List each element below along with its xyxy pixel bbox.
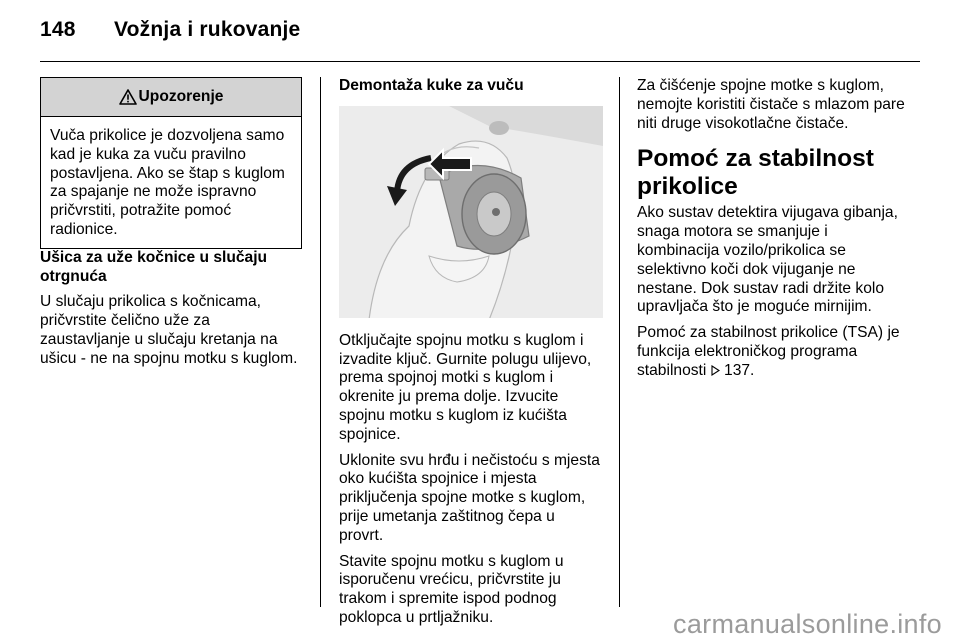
warning-header xyxy=(41,78,301,117)
tow-bar-removal-illustration xyxy=(339,106,603,318)
section-title-tsa: Pomoć za stabilnost prikolice xyxy=(637,145,874,201)
warning-triangle-icon xyxy=(119,89,137,105)
column-divider xyxy=(619,77,620,607)
paragraph-tsa-function: Ako sustav detektira vijugava gibanja, snaga motora se smanjuje i kombinacija vozilo/prikolica se selektivno koči dok vijuganje ne nestane. Dok sustav radi držite kolo upravljača što je moguće mirnijim. xyxy=(637,204,898,316)
subheading-tow-bar-removal: Demontaža kuke za vuču xyxy=(339,77,524,94)
paragraph-tsa-esp-text: Pomoć za stabilnost prikolice (TSA) je funkcija elektroničkog programa stabilnosti xyxy=(637,324,900,379)
column-middle xyxy=(339,77,603,635)
paragraph-store: Stavite spojnu motku s kuglom u isporučenu vrećicu, pričvrstite ju trakom i spremite ispod podnog poklopca u prtljažniku. xyxy=(339,552,564,626)
paragraph-unlock: Otključajte spojnu motku s kuglom i izvadite ključ. Gurnite polugu ulijevo, prema spojnoj motki s kuglom i okrenite ju prema dolje. Izvucite spojnu motku s kuglom iz kućišta spojnice. xyxy=(339,331,592,443)
page-reference-link[interactable]: 137. xyxy=(724,361,755,379)
column-right xyxy=(637,77,907,388)
page-header xyxy=(40,18,300,42)
page-reference-arrow-icon xyxy=(711,365,720,376)
page-title: Vožnja i rukovanje xyxy=(114,18,301,41)
warning-body: Vuča prikolice je dozvoljena samo kad je kuka za vuču pravilno postavljena. Ako se štap s kuglom za spajanje ne može ispravno pričvrstiti, potražite pomoć radionice. xyxy=(50,127,285,238)
paragraph-cleaning-note: Za čišćenje spojne motke s kuglom, nemojte koristiti čistače s mlazom pare niti druge visokotlačne čistače. xyxy=(637,77,905,132)
watermark: carmanualsonline.info xyxy=(673,609,942,639)
header-rule xyxy=(40,61,920,62)
warning-box xyxy=(40,77,302,249)
paragraph-brake-eye: U slučaju prikolica s kočnicama, pričvrstite čelično uže za zaustavljanje u slučaju kretanja na ušicu - ne na spojnu motku s kuglom. xyxy=(40,293,298,367)
warning-title: Upozorenje xyxy=(138,87,224,105)
subheading-brake-eye: Ušica za uže kočnice u slučaju otrgnuća xyxy=(40,248,268,285)
paragraph-tsa-esp xyxy=(637,324,907,380)
column-left xyxy=(40,77,302,376)
paragraph-clean: Uklonite svu hrđu i nečistoću s mjesta oko kućišta spojnice i mjesta priključenja spojne motke s kuglom, prije umetanja zaštitnog čepa u provrt. xyxy=(339,451,600,544)
column-divider xyxy=(320,77,321,607)
page-number: 148 xyxy=(40,18,76,41)
